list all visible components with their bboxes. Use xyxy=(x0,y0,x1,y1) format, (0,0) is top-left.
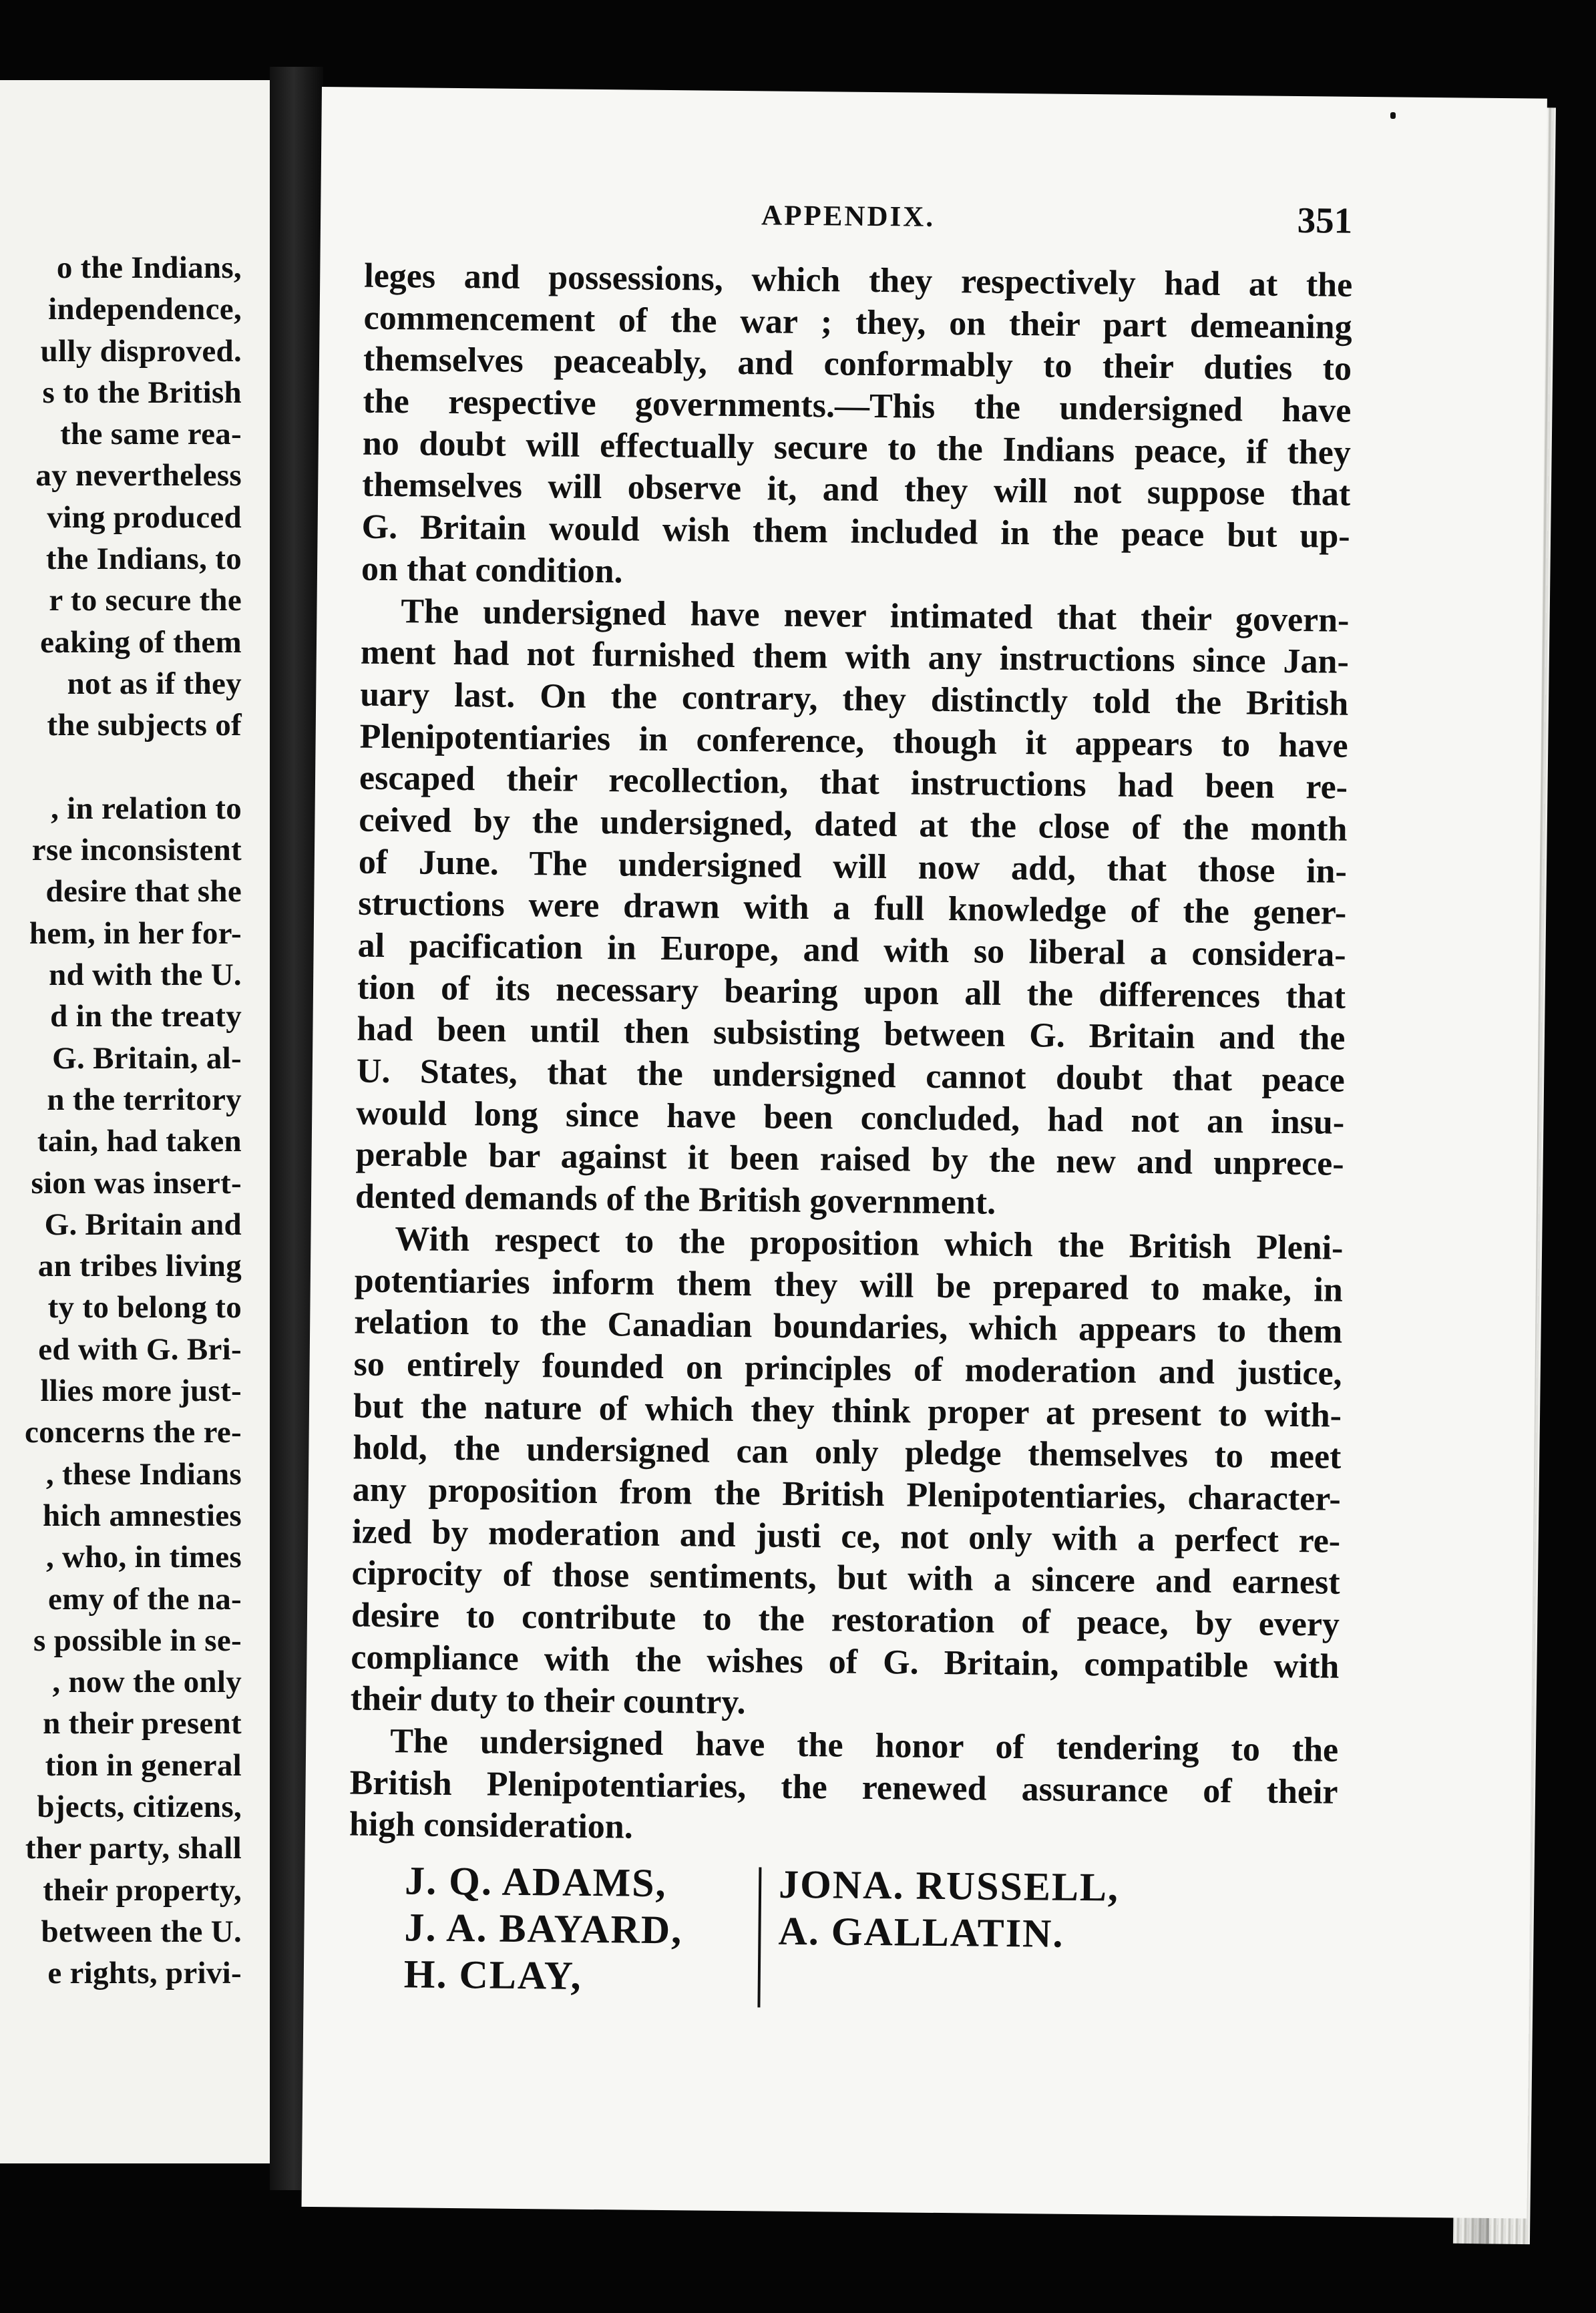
facing-page-line: o the Indians, xyxy=(56,250,242,285)
facing-page-line: bjects, citizens, xyxy=(37,1789,242,1824)
facing-page-line: rse inconsistent xyxy=(31,833,242,868)
signatory-name: A. GALLATIN. xyxy=(778,1908,1064,1956)
facing-page-line: n the territory xyxy=(47,1082,242,1117)
text-line: themselves will observe it, and they will not suppose that xyxy=(362,466,1351,514)
text-line: of June. The undersigned will now add, that those in- xyxy=(358,843,1348,891)
signatory-name: J. A. BAYARD, xyxy=(404,1905,683,1952)
running-head xyxy=(321,195,1353,241)
text-line: commencement of the war ; they, on their part demeaning xyxy=(363,298,1352,347)
text-line: themselves peaceably, and conformably to their duties to xyxy=(363,340,1352,389)
facing-page-line: n their present xyxy=(43,1706,242,1741)
text-line: compliance with the wishes of G. Britain, compatible with xyxy=(351,1638,1340,1686)
facing-page-line: tion in general xyxy=(45,1747,242,1783)
text-line: had been until then subsisting between G. Britain and the xyxy=(357,1010,1346,1058)
signatures-right-column xyxy=(778,1861,1119,1958)
text-line: uary last. On the contrary, they distinctly told the British xyxy=(359,675,1349,723)
facing-page-line: s to the British xyxy=(42,375,242,410)
facing-page-line: tain, had taken xyxy=(37,1124,242,1159)
facing-page-line: hem, in her for- xyxy=(29,915,242,951)
text-line: hold, the undersigned can only pledge themselves to meet xyxy=(353,1428,1342,1476)
text-line: U. States, that the undersigned cannot doubt that peace xyxy=(356,1052,1346,1100)
facing-page-line: independence, xyxy=(48,292,242,327)
text-line: structions were drawn with a full knowledge of the gener- xyxy=(357,884,1347,933)
signatory-name: JONA. RUSSELL, xyxy=(778,1862,1120,1910)
facing-page-line: G. Britain, al- xyxy=(52,1040,242,1076)
text-line: so entirely founded on principles of moderation and justice, xyxy=(353,1345,1342,1393)
signatory-name: J. Q. ADAMS, xyxy=(404,1858,667,1906)
text-line: ment had not furnished them with any instructions since Jan- xyxy=(360,633,1350,681)
facing-page-line: ving produced xyxy=(47,499,242,535)
text-line: The undersigned have never intimated that their govern- xyxy=(401,592,1350,640)
facing-page-line: , these Indians xyxy=(45,1456,242,1492)
facing-page-line: ed with G. Bri- xyxy=(38,1331,242,1367)
facing-page-line: ay nevertheless xyxy=(35,458,242,493)
text-line: dented demands of the British government. xyxy=(355,1177,996,1222)
signature-divider xyxy=(757,1867,761,2007)
facing-page-line: d in the treaty xyxy=(50,999,242,1034)
facing-page-text xyxy=(25,247,242,1994)
text-line: G. Britain would wish them included in the peace but up- xyxy=(361,507,1350,556)
text-line: The undersigned have the honor of tendering to the xyxy=(389,1722,1339,1769)
page-number: 351 xyxy=(1297,200,1353,241)
text-line: ciprocity of those sentiments, but with a sincere and earnest xyxy=(351,1554,1340,1603)
facing-page-line: ther party, shall xyxy=(25,1831,242,1866)
signatory-name: H. CLAY, xyxy=(403,1952,582,1998)
facing-page-line: ully disproved. xyxy=(40,333,242,369)
text-line: leges and possessions, which they respectively had at the xyxy=(364,256,1353,304)
facing-page-line: r to secure the xyxy=(49,583,242,618)
facing-page-line xyxy=(25,747,242,788)
facing-page-line: an tribes living xyxy=(37,1249,242,1284)
facing-page-line: llies more just- xyxy=(40,1374,242,1409)
facing-page-line: sion was insert- xyxy=(31,1165,242,1201)
facing-page-line: , now the only xyxy=(52,1665,242,1700)
text-line: no doubt will effectually secure to the Indians peace, if they xyxy=(362,424,1352,472)
facing-page-left xyxy=(0,80,274,2163)
text-line: on that condition. xyxy=(361,550,623,591)
text-line: ized by moderation and justi ce, not only with a perfect re- xyxy=(351,1512,1341,1560)
facing-page-line: the Indians, to xyxy=(45,542,242,577)
text-line: With respect to the proposition which the British Pleni- xyxy=(395,1219,1344,1267)
text-line: British Plenipotentiaries, the renewed assurance of their xyxy=(349,1763,1338,1812)
text-line: escaped their recollection, that instructions had been re- xyxy=(359,759,1348,807)
facing-page-line: e rights, privi- xyxy=(47,1956,242,1991)
facing-page-line: nd with the U. xyxy=(49,958,242,993)
text-line: ceived by the undersigned, dated at the close of the month xyxy=(359,801,1348,849)
facing-page-line: ty to belong to xyxy=(47,1290,242,1325)
text-line: Plenipotentiaries in conference, though it appears to have xyxy=(359,717,1348,765)
running-head-title: APPENDIX. xyxy=(761,200,936,233)
facing-page-line: their property, xyxy=(43,1872,242,1908)
text-line: al pacification in Europe, and with so liberal a considera- xyxy=(357,926,1346,974)
facing-page-line: not as if they xyxy=(67,666,242,701)
text-line: perable bar against it been raised by the new and unprece- xyxy=(355,1135,1344,1184)
facing-page-line: s possible in se- xyxy=(33,1623,242,1658)
facing-page-line: , who, in times xyxy=(45,1540,242,1575)
facing-page-line: emy of the na- xyxy=(47,1581,242,1617)
facing-page-line: , in relation to xyxy=(51,791,242,826)
text-line: but the nature of which they think proper at present to with- xyxy=(353,1387,1342,1435)
facing-page-line: concerns the re- xyxy=(25,1415,242,1450)
text-line: any proposition from the British Plenipotentiaries, character- xyxy=(352,1470,1342,1518)
text-line: potentiaries inform them they will be prepared to make, in xyxy=(354,1261,1344,1309)
signatures-left-column xyxy=(404,1857,684,2000)
facing-page-line: G. Britain and xyxy=(44,1207,242,1242)
facing-page-line: hich amnesties xyxy=(43,1498,242,1533)
text-line: their duty to their country. xyxy=(350,1679,746,1722)
facing-page-line: the subjects of xyxy=(47,708,242,743)
facing-page-line: eaking of them xyxy=(40,624,242,660)
facing-page-line: between the U. xyxy=(41,1914,242,1949)
text-line: desire to contribute to the restoration of peace, by every xyxy=(351,1596,1340,1644)
text-line: relation to the Canadian boundaries, which appears to them xyxy=(353,1303,1343,1351)
text-line: the respective governments.—This the undersigned have xyxy=(363,382,1352,430)
ink-speck xyxy=(1390,112,1396,119)
text-line: would long since have been concluded, had not an insu- xyxy=(355,1094,1345,1142)
text-line: high consideration. xyxy=(349,1805,634,1847)
page-351 xyxy=(302,87,1547,2218)
body-text xyxy=(349,256,1353,1856)
facing-page-line: desire that she xyxy=(45,874,242,909)
text-line: tion of its necessary bearing upon all the differences that xyxy=(357,968,1346,1016)
facing-page-line: the same rea- xyxy=(60,417,242,452)
